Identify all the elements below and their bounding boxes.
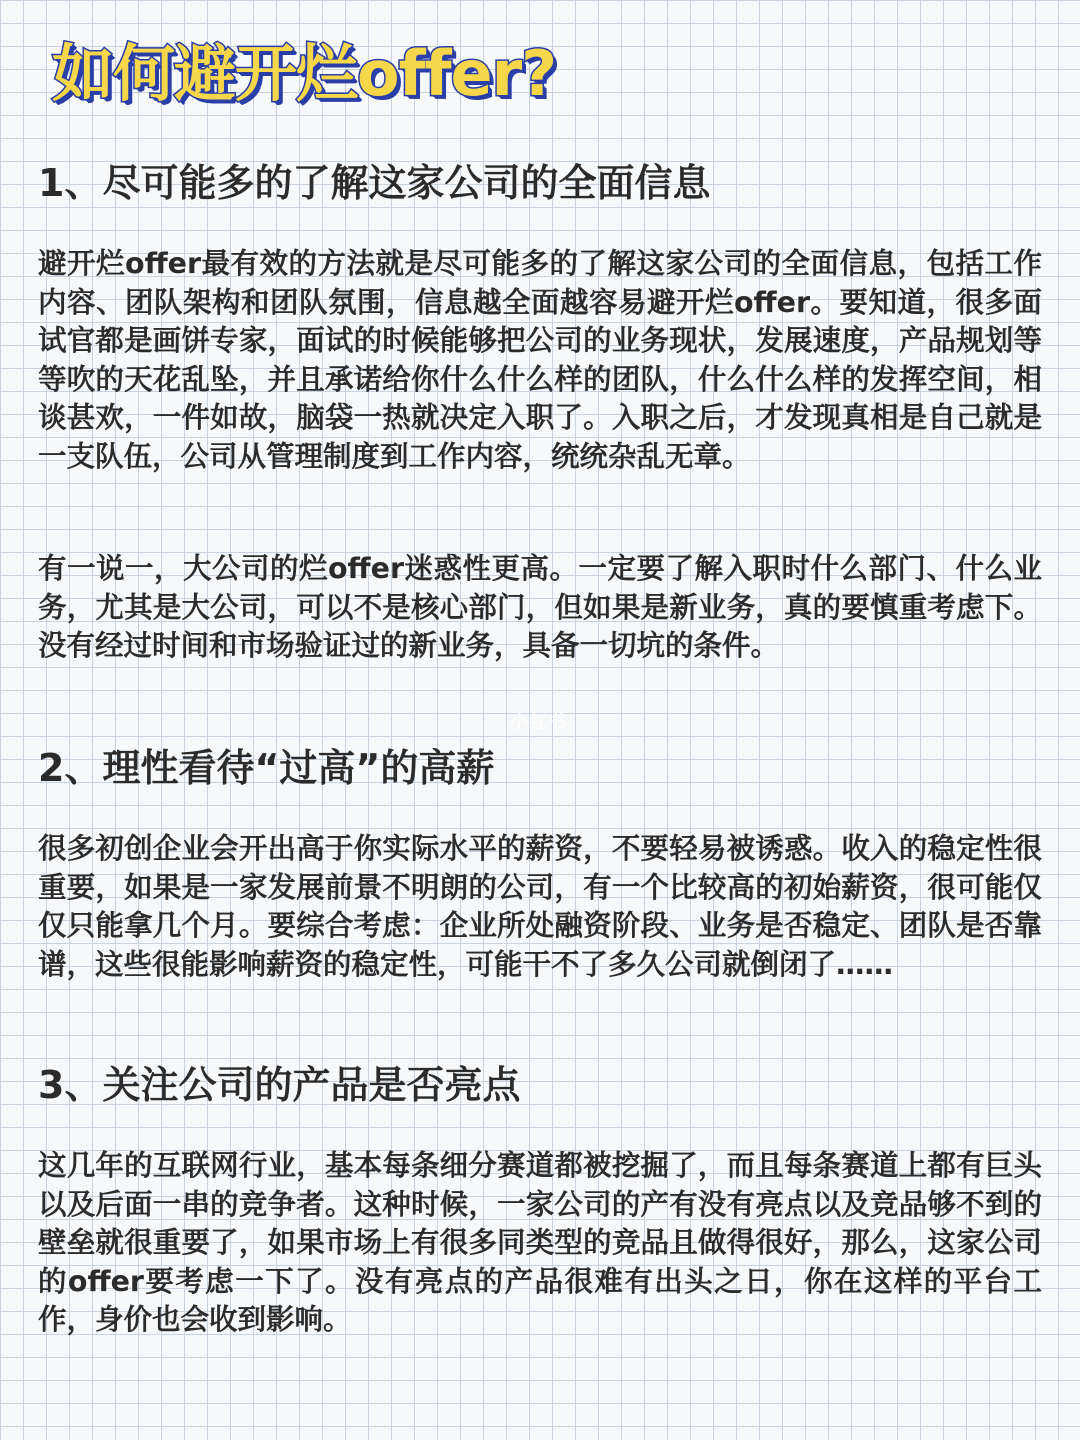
section-3-paragraph-1: 这几年的互联网行业，基本每条细分赛道都被挖掘了，而且每条赛道上都有巨头以及后面一串的竞争者。这种时候，一家公司的产有没有亮点以及竞品够不到的壁垒就很重要了，如果市场上有很多同类型的竞品且做得很好，那么，这家公司的offer要考虑一下了。没有亮点的产品很难有出头之日，你在这样的平台工作，身价也会收到影响。 — [38, 1149, 1042, 1336]
page-title: 如何避开烂offer? — [52, 37, 557, 110]
section-heading-3: 3、关注公司的产品是否亮点 — [38, 1063, 521, 1107]
section-heading-1: 1、尽可能多的了解这家公司的全面信息 — [38, 161, 711, 205]
section-heading-2: 2、理性看待“过高”的高薪 — [38, 746, 495, 790]
section-1-paragraph-2: 有一说一，大公司的烂offer迷惑性更高。一定要了解入职时什么部门、什么业务，尤其是大公司，可以不是核心部门，但如果是新业务，真的要慎重考虑下。没有经过时间和市场验证过的新业务，具备一切坑的条件。 — [38, 552, 1042, 662]
section-2-paragraph-1: 很多初创企业会开出高于你实际水平的薪资，不要轻易被诱惑。收入的稳定性很重要，如果是一家发展前景不明朗的公司，有一个比较高的初始薪资，很可能仅仅只能拿几个月。要综合考虑：企业所处融资阶段、业务是否稳定、团队是否靠谱，这些很能影响薪资的稳定性，可能干不了多久公司就倒闭了…… — [38, 832, 1042, 981]
section-1-paragraph-1: 避开烂offer最有效的方法就是尽可能多的了解这家公司的全面信息，包括工作内容、团队架构和团队氛围，信息越全面越容易避开烂offer。要知道，很多面试官都是画饼专家，面试的时候能够把公司的业务现状，发展速度，产品规划等等吹的天花乱坠，并且承诺给你什么什么样的团队，什么什么样的发挥空间，相谈甚欢，一件如故，脑袋一热就决定入职了。入职之后，才发现真相是自己就是一支队伍，公司从管理制度到工作内容，统统杂乱无章。 — [38, 247, 1042, 473]
watermark-logo: 小红书 — [510, 712, 567, 733]
